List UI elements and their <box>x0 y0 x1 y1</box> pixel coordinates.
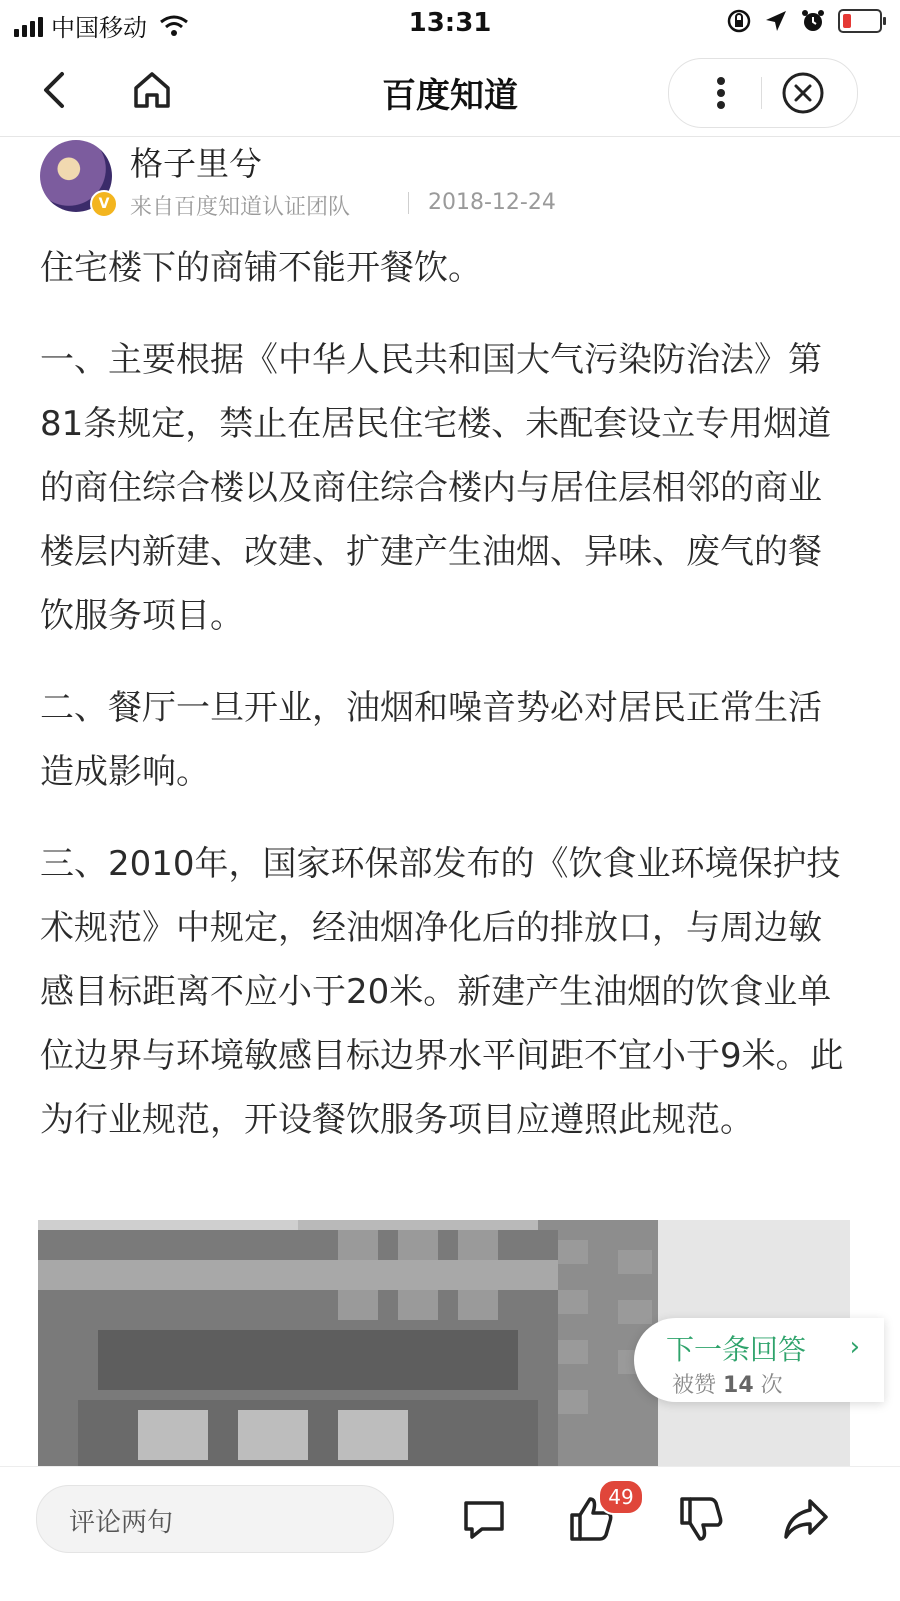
meta-divider <box>408 192 409 214</box>
bottom-action-bar <box>0 1466 900 1601</box>
answer-paragraph: 一、主要根据《中华人民共和国大气污染防治法》第81条规定，禁止在居民住宅楼、未配套设立专用烟道的商住综合楼以及商住综合楼内与居住层相邻的商业楼层内新建、改建、扩建产生油烟、异味、废气的餐饮服务项目。 <box>40 340 832 636</box>
comment-input[interactable] <box>36 1485 394 1553</box>
next-answer-button[interactable] <box>634 1318 884 1402</box>
rotation-lock-icon <box>726 8 752 34</box>
carrier-name: 中国移动 <box>51 14 147 42</box>
page-title: 百度知道 <box>382 76 518 116</box>
like-count-badge: 49 <box>598 1479 644 1515</box>
share-icon[interactable] <box>780 1493 832 1545</box>
nav-bar <box>0 46 900 137</box>
answer-date: 2018-12-24 <box>428 190 556 215</box>
comment-placeholder: 评论两句 <box>69 1508 174 1538</box>
status-right <box>726 8 882 34</box>
chevron-right-icon: › <box>849 1332 860 1362</box>
alarm-icon <box>800 8 826 34</box>
answer-body <box>40 236 850 1180</box>
likes-prefix: 被赞 <box>672 1373 717 1398</box>
status-time: 13:31 <box>408 8 492 38</box>
thumbs-down-icon[interactable] <box>676 1493 728 1545</box>
author-name[interactable]: 格子里兮 <box>130 144 262 183</box>
likes-count: 14 <box>723 1373 754 1398</box>
mini-program-capsule <box>668 58 858 128</box>
next-answer-label: 下一条回答 <box>666 1333 807 1366</box>
answer-paragraph: 三、2010年，国家环保部发布的《饮食业环境保护技术规范》中规定，经油烟净化后的排放口，与周边敏感目标距离不应小于20米。新建产生油烟的饮食业单位边界与环境敏感目标边界水平间距不宜小于9米。此为行业规范，开设餐饮服务项目应遵照此规范。 <box>40 844 844 1140</box>
location-icon <box>764 9 788 33</box>
status-bar <box>0 0 900 46</box>
capsule-divider <box>761 77 762 109</box>
next-answer-likes <box>672 1368 783 1399</box>
close-circle-icon[interactable] <box>781 71 825 115</box>
battery-icon <box>838 9 882 33</box>
author-source: 来自百度知道认证团队 <box>130 195 351 220</box>
more-vertical-icon[interactable] <box>699 71 743 115</box>
answer-paragraph: 二、餐厅一旦开业，油烟和噪音势必对居民正常生活造成影响。 <box>40 688 822 792</box>
likes-suffix: 次 <box>760 1373 783 1398</box>
comment-icon[interactable] <box>458 1493 510 1545</box>
answer-paragraph: 住宅楼下的商铺不能开餐饮。 <box>40 248 482 288</box>
verified-badge-icon: V <box>90 190 118 218</box>
